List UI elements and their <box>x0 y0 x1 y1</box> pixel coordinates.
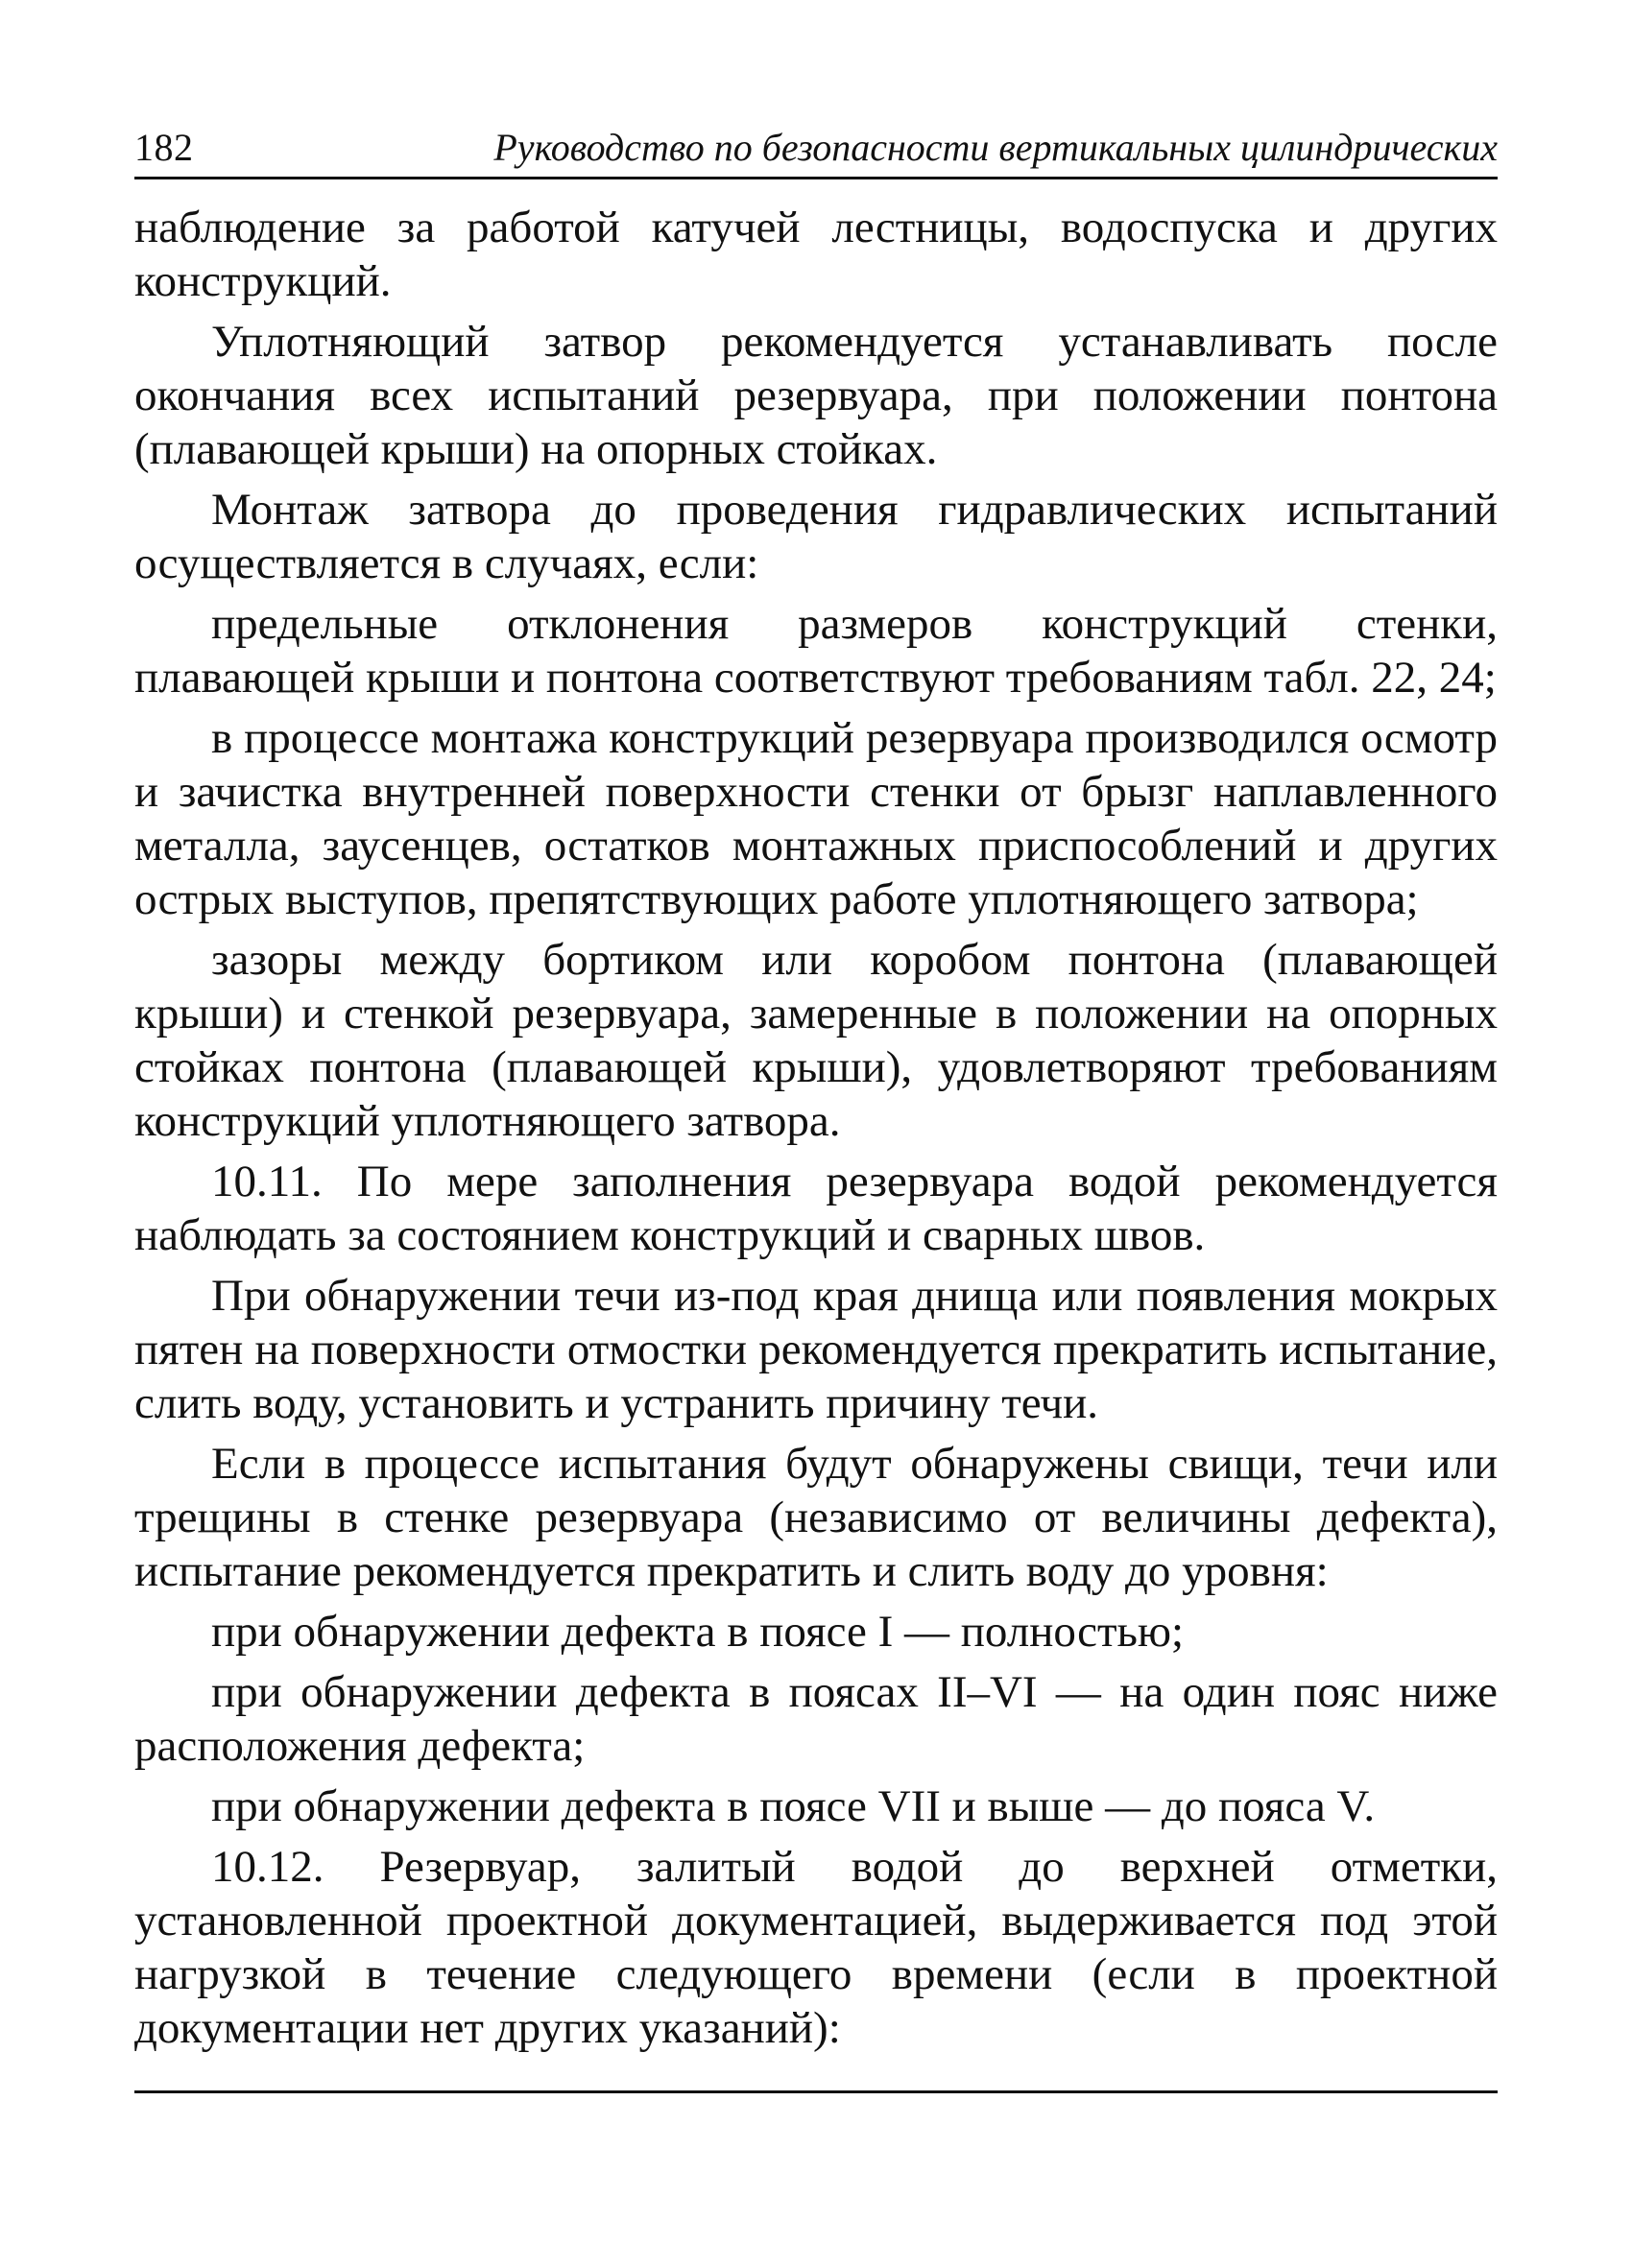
body-text <box>134 201 1498 2055</box>
running-title: Руководство по безопасности вертикальных цилиндрических <box>493 126 1498 169</box>
page-number: 182 <box>134 126 194 169</box>
paragraph-continuation: наблюдение за работой катучей лестницы, водоспуска и других конструкций. <box>134 203 1498 306</box>
list-item: предельные отклонения размеров конструкций стенки, плавающей крыши и понтона соответствуют требованиям табл. 22, 24; <box>134 599 1498 703</box>
list-item: при обнаружении дефекта в поясах II–VI — на один пояс ниже расположения дефекта; <box>134 1667 1498 1771</box>
page <box>134 125 1498 2062</box>
list-item: при обнаружении дефекта в поясе VII и выше — до пояса V. <box>211 1781 1376 1831</box>
paragraph: При обнаружении течи из-под края днища или появления мокрых пятен на поверхности отмостки рекомендуется прекратить испытание, слить воду, установить и устранить причину течи. <box>134 1271 1498 1428</box>
paragraph: Уплотняющий затвор рекомендуется устанавливать после окончания всех испытаний резервуара, при положении понтона (плавающей крыши) на опорных стойках. <box>134 317 1498 474</box>
paragraph: Монтаж затвора до проведения гидравлических испытаний осуществляется в случаях, если: <box>134 485 1498 588</box>
section-paragraph-10-12: 10.12. Резервуар, залитый водой до верхней отметки, установленной проектной документацией, выдерживается под этой нагрузкой в течение следующего времени (если в проектной документации нет других указаний): <box>134 1842 1498 2053</box>
paragraph: Если в процессе испытания будут обнаружены свищи, течи или трещины в стенке резервуара (независимо от величины дефекта), испытание рекомендуется прекратить и слить воду до уровня: <box>134 1439 1498 1596</box>
list-item: в процессе монтажа конструкций резервуара производился осмотр и зачистка внутренней поверхности стенки от брызг наплавленного металла, заусенцев, остатков монтажных приспособлений и других острых выступов, препятствующих работе уплотняющего затвора; <box>134 713 1498 924</box>
bottom-rule <box>134 2090 1498 2093</box>
running-header <box>134 125 1498 179</box>
section-paragraph-10-11: 10.11. По мере заполнения резервуара водой рекомендуется наблюдать за состоянием конструкций и сварных швов. <box>134 1157 1498 1260</box>
list-item: при обнаружении дефекта в поясе I — полностью; <box>211 1607 1185 1657</box>
list-item: зазоры между бортиком или коробом понтона (плавающей крыши) и стенкой резервуара, замеренные в положении на опорных стойках понтона (плавающей крыши), удовлетворяют требованиям конструкций уплотняющего затвора. <box>134 935 1498 1146</box>
